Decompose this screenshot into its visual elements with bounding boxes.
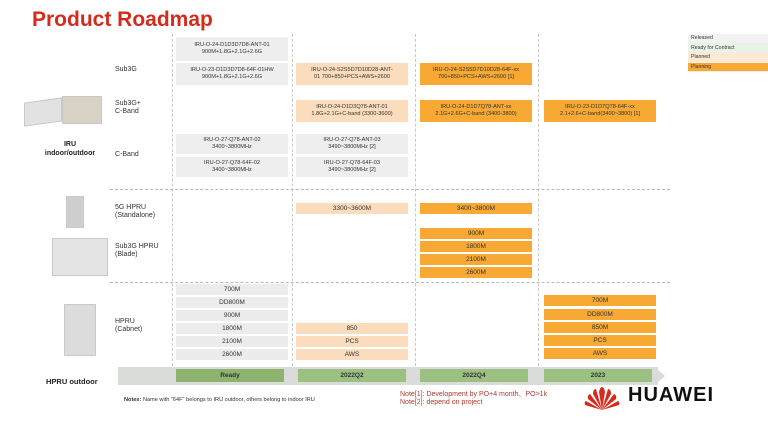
page-title: Product Roadmap [32,8,213,31]
product-box: IRU-O-27-Q78-ANT-03 3490~3800MHz [2] [296,134,408,154]
product-box: 2600M [176,349,288,360]
product-box: IRU-O-27-Q78-64F-03 3490~3800MHz [2] [296,157,408,177]
product-box: 2100M [420,254,532,265]
product-box: AWS [544,348,656,359]
product-box: 3400~3800M [420,203,532,214]
timeline-2023: 2023 [544,369,652,382]
row-divider [110,282,670,283]
legend [688,34,768,72]
row-label-sub3g: Sub3G [115,66,137,73]
product-box: 2600M [420,267,532,278]
footnote-label: Notes: [124,397,142,403]
column-divider [538,34,539,366]
product-box: IRU-O-24-D1D3Q78-ANT-01 1.8G+2.1G+C-band (3300-3600) [296,100,408,122]
section-label-iru: IRU indoor/outdoor [44,141,96,157]
legend-ready-for-contract: Ready for Contract [688,44,768,54]
product-box: 1800M [420,241,532,252]
row-label-cband: C-Band [115,151,139,158]
row-label-sub3g-cband: Sub3G+ C-Band [115,100,141,115]
product-box: 850 [296,323,408,334]
hpru-standalone-image [66,196,84,228]
note-2: Note[2]: depend on project [400,399,483,406]
hpru-blade-image [52,238,108,276]
product-box: IRU-O-24-D1D7Q78-ANT-xx 2.1G+2.6G+C-band (3400-3800) [420,100,532,122]
hpru-cabinet-image [64,304,96,356]
product-box: IRU-O-23-D1D7Q78-64F-xx 2.1+2.6+C-band(3400~3800) [1] [544,100,656,122]
huawei-logo-icon [582,384,622,412]
legend-planning: Planning [688,63,768,73]
product-box: 1800M [176,323,288,334]
row-label-hpru-standalone: 5G HPRU (Standalone) [115,204,156,219]
row-divider [110,189,670,190]
product-box: IRU-O-24-D1D3D7D8-ANT-01 900M+1.8G+2.1G+2.6G [176,37,288,61]
product-box: PCS [544,335,656,346]
product-box: IRU-O-27-Q78-ANT-02 3400~3800MHz [176,134,288,154]
column-divider [415,34,416,366]
column-divider [292,34,293,366]
footnote [124,397,315,403]
row-label-hpru-cabnet: HPRU (Cabnet) [115,318,143,333]
product-box: 3300~3600M [296,203,408,214]
product-box: DD800M [176,297,288,308]
product-box: IRU-O-24-S2S5D7D10D28-64F-xx 700+850+PCS+AWS+2600 [1] [420,63,532,85]
note-1: Note[1]: Development by PO+4 month、PO>1k [400,391,548,398]
product-box: 700M [176,284,288,295]
timeline-2022q4: 2022Q4 [420,369,528,382]
timeline-arrow-icon [655,367,665,385]
timeline-ready: Ready [176,369,284,382]
product-box: 700M [544,295,656,306]
footnote-text: Name with "64F" belongs to IRU outdoor, others belong to indoor IRU [141,397,315,403]
product-box: PCS [296,336,408,347]
column-divider [172,34,173,366]
row-label-hpru-blade: Sub3G HPRU (Blade) [115,243,159,258]
legend-planned: Planned [688,53,768,63]
brand-name: HUAWEI [628,384,714,406]
legend-released: Released [688,34,768,44]
product-box: DD800M [544,309,656,320]
product-box: IRU-O-27-Q78-64F-02 3400~3800MHz [176,157,288,177]
product-box: 850M [544,322,656,333]
product-box: 900M [420,228,532,239]
iru-outdoor-image [62,96,102,124]
product-box: 900M [176,310,288,321]
product-box: 2100M [176,336,288,347]
product-box: IRU-O-24-S2S5D7D10D28-ANT- 01 700+850+PCS+AWS+2600 [296,63,408,85]
section-label-hpru-outdoor: HPRU outdoor [46,377,98,386]
product-box: AWS [296,349,408,360]
iru-indoor-image [24,97,62,126]
timeline-2022q2: 2022Q2 [298,369,406,382]
product-box: IRU-O-23-D1D3D7D8-64F-01HW 900M+1.8G+2.1G+2.6G [176,63,288,85]
